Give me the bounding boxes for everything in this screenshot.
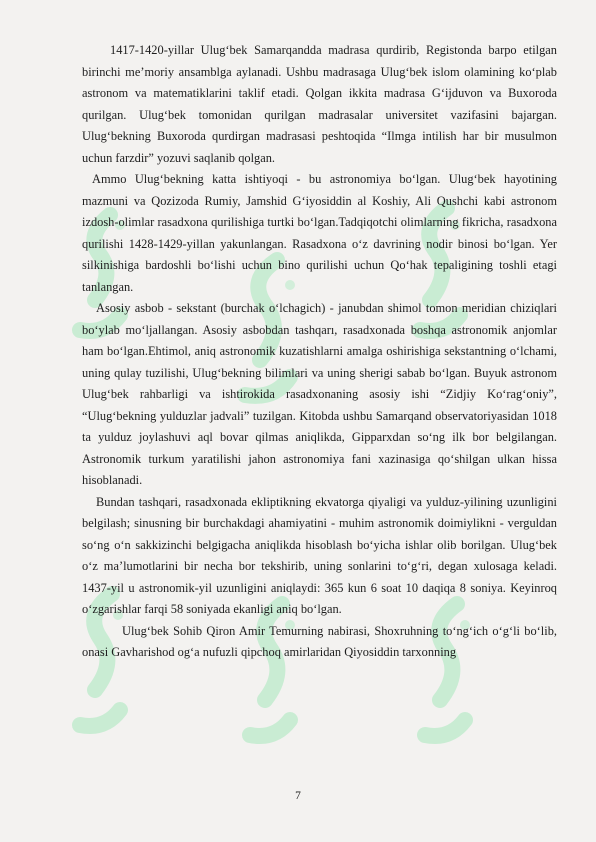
watermark-glyph [425, 720, 465, 736]
paragraph: Ammo Ulug‘bekning katta ishtiyoqi - bu astronomiya bo‘lgan. Ulug‘bek hayotining mazmuni va Qozizoda Rumiy, Jamshid G‘iyosiddin al Koshiy, Ali Qushchi kabi astronom izdosh-olimlar rasadxona qurilishiga turtki bo‘lgan.Tadqiqotchi olimlarning fikricha, rasadxona qurilishi 1428-1429-yillan yakunlangan. Rasadxona o‘z davrining nodir binosi bo‘lgan. Yer silkinishiga bardoshli bo‘lishi uchun bino qurilishi uchun Qo‘hak tepaligining toshli etagi tanlangan. [82, 172, 557, 294]
body-text [82, 40, 557, 664]
paragraph: Asosiy asbob - sekstant (burchak o‘lchagich) - janubdan shimol tomon meridian chiziqlari bo‘ylab mo‘ljallangan. Asosiy asbobdan tashqarı, rasadxonada boshqa astronomik anjomlar ham bo‘lgan.Ehtimol, aniq astronomik kuzatishlarni amalga oshirishiga sekstantning o‘lchami, uning qulay tuzilishi, Ulug‘bekning bilimlari va uning sherigi sabab bo‘lgan. Buyuk astronom Ulug‘bek rahbarligi va ishtirokida rasadxonaning asosiy ishi “Zidjiy Ko‘rag‘oniy”, “Ulug‘bekning yulduzlar jadvali” tuzilgan. Kitobda ushbu Samarqand observatoriyasidan 1018 ta yulduz joylashuvi aql bovar qilmas aniqlikda, Gipparxdan so‘ng ilk bor belgilangan. Astronomik turkum yaratilishi jahon astronomiya fani xazinasiga qo‘shilgan ulkan hissa hisoblanadi. [82, 301, 557, 487]
page-number: 7 [295, 790, 301, 802]
watermark-glyph [80, 710, 120, 726]
paragraph: Ulug‘bek Sohib Qiron Amir Temurning nabirasi, Shoxruhning to‘ng‘ich o‘g‘li bo‘lib, onasi Gavharishod og‘a nufuzli qipchoq amirlaridan Qiyosiddin tarxonning [82, 623, 557, 659]
paragraph: 1417-1420-yillar Ulug‘bek Samarqandda madrasa qurdirib, Registonda barpo etilgan birinchi me’moriy ansamblga aylanadi. Ushbu madrasaga Ulug‘bek islom olamining ko‘plab astronom va matematiklarini taklif etadi. Qolgan ikkita madrasa G‘ijduvon va Buxoroda qurilgan. Ulug‘bek tomonidan qurilgan madrasalar universitet vazifasini bajargan. Ulug‘bekning Buxoroda qurdirgan madrasasi peshtoqida “Ilmga intilish har bir musulmon uchun farzdir” yozuvi saqlanib qolgan. [82, 43, 557, 165]
paragraph: Bundan tashqari, rasadxonada ekliptikning ekvatorga qiyaligi va yulduz-yilining uzunligini belgilash; sinusning bir burchakdagi ahamiyatini - muhim astronomik doimiylikni - verguldan so‘ng o‘n sakkizinchi belgigacha aniqlikda hisoblash bo‘yicha ishlar olib borilgan. Ulug‘bek o‘z ma’lumotlarini bir necha bor tekshirib, uning sonlarini to‘g‘ri, degan xulosaga keladi. 1437-yil u astronomik-yil uzunligini aniqlaydi: 365 kun 6 soat 10 daqiqa 8 soniya. Keyinroq o‘zgarishlar farqi 58 soniyada ekanligi aniq bo‘lgan. [82, 494, 557, 616]
watermark-glyph [250, 720, 290, 736]
